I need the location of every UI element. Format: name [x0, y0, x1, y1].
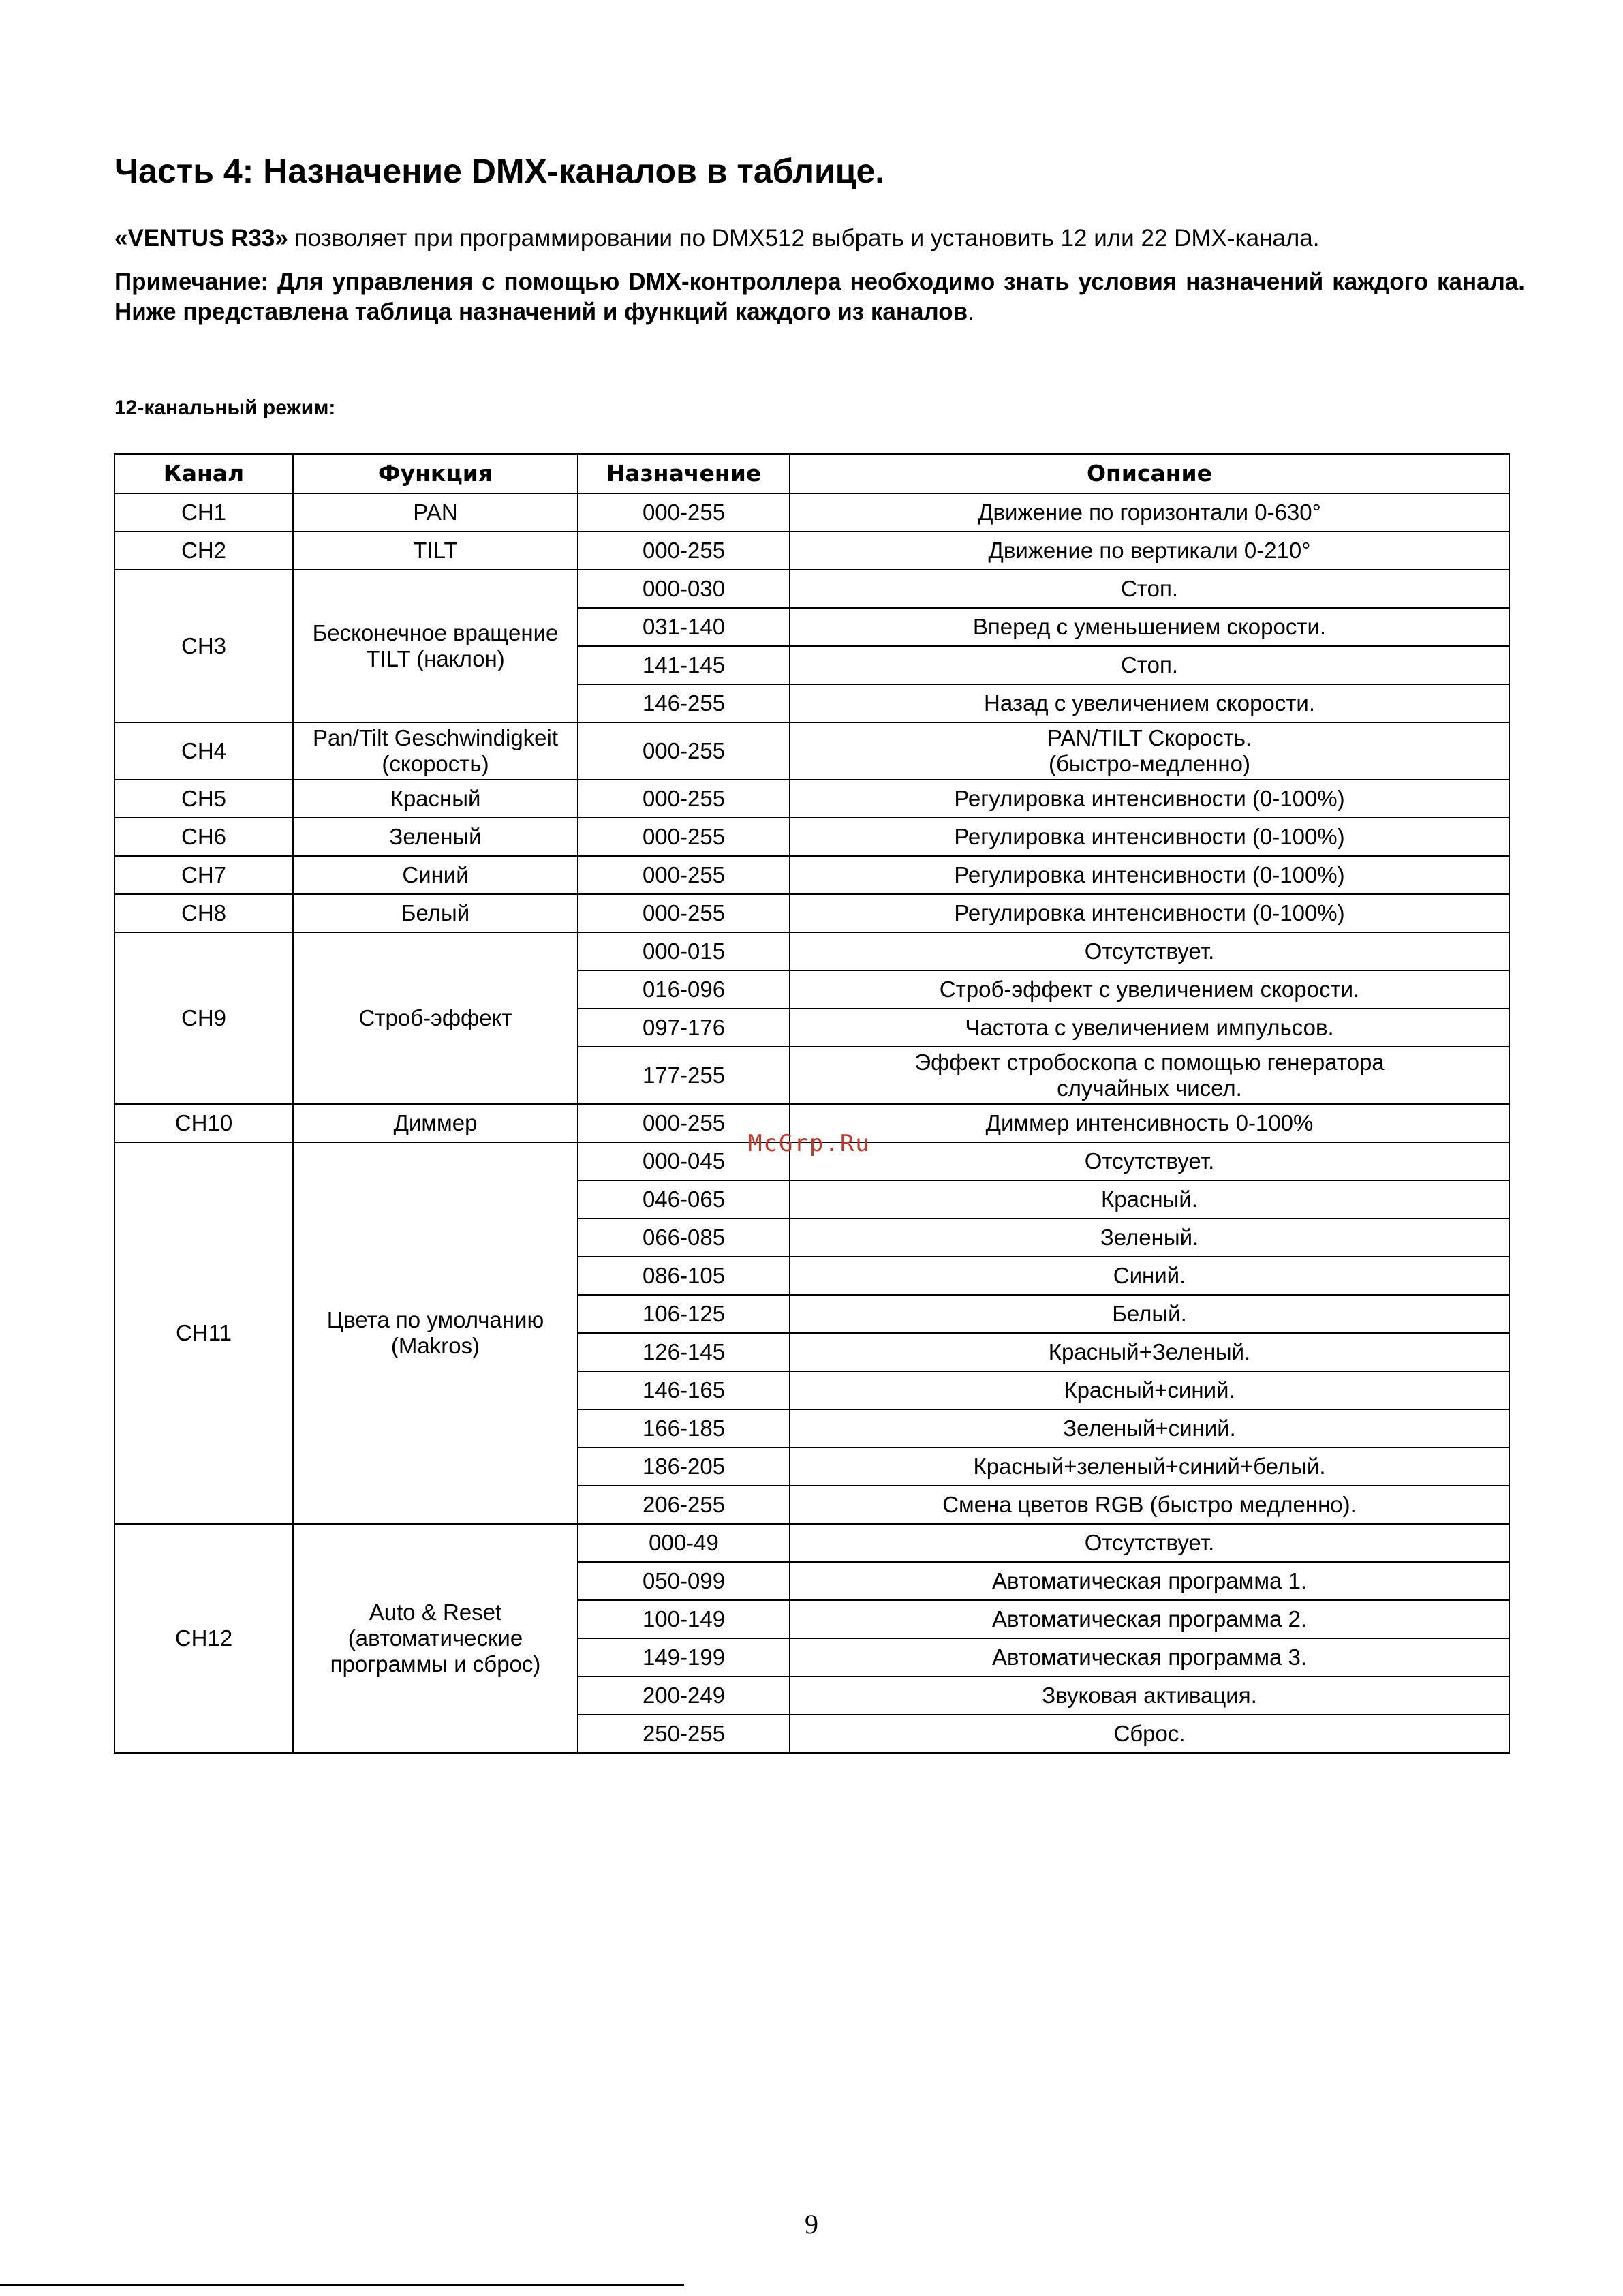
range-cell: 149-199 [578, 1638, 790, 1677]
table-row [114, 532, 1509, 570]
function-cell: Строб-эффект [293, 932, 578, 1104]
function-cell: Зеленый [293, 818, 578, 856]
range-cell: 031-140 [578, 608, 790, 646]
table-row [114, 570, 1509, 608]
range-cell: 200-249 [578, 1677, 790, 1715]
range-cell: 000-255 [578, 894, 790, 932]
description-cell: Красный+синий. [790, 1371, 1509, 1409]
table-row [114, 818, 1509, 856]
channel-cell: CH6 [114, 818, 293, 856]
channel-cell: CH7 [114, 856, 293, 894]
description-cell: Движение по вертикали 0-210° [790, 532, 1509, 570]
page-title: Часть 4: Назначение DMX-каналов в таблице. [114, 152, 885, 190]
function-cell: Цвета по умолчанию (Makros) [293, 1142, 578, 1524]
description-cell: Частота с увеличением импульсов. [790, 1009, 1509, 1047]
intro-paragraph [114, 224, 1511, 254]
function-cell: Красный [293, 780, 578, 818]
description-cell: Зеленый. [790, 1219, 1509, 1257]
range-cell: 146-255 [578, 684, 790, 722]
range-cell: 000-49 [578, 1524, 790, 1562]
range-cell: 000-255 [578, 1104, 790, 1142]
range-cell: 000-030 [578, 570, 790, 608]
range-cell: 000-255 [578, 780, 790, 818]
table-row [114, 932, 1509, 970]
range-cell: 097-176 [578, 1009, 790, 1047]
range-cell: 250-255 [578, 1715, 790, 1753]
channel-cell: CH3 [114, 570, 293, 722]
description-cell: Регулировка интенсивности (0-100%) [790, 894, 1509, 932]
table-row [114, 894, 1509, 932]
channel-cell: CH2 [114, 532, 293, 570]
description-cell: Строб-эффект с увеличением скорости. [790, 970, 1509, 1009]
range-cell: 000-015 [578, 932, 790, 970]
product-name: «VENTUS R33» [114, 225, 288, 251]
range-cell: 000-255 [578, 856, 790, 894]
description-cell: PAN/TILT Скорость. (быстро-медленно) [790, 722, 1509, 780]
channel-cell: CH12 [114, 1524, 293, 1753]
range-cell: 000-255 [578, 722, 790, 780]
description-cell: Вперед с уменьшением скорости. [790, 608, 1509, 646]
table-row [114, 780, 1509, 818]
range-cell: 141-145 [578, 646, 790, 684]
range-cell: 086-105 [578, 1257, 790, 1295]
description-cell: Автоматическая программа 3. [790, 1638, 1509, 1677]
description-cell: Белый. [790, 1295, 1509, 1333]
channel-cell: CH9 [114, 932, 293, 1104]
description-cell: Движение по горизонтали 0-630° [790, 493, 1509, 532]
range-cell: 166-185 [578, 1409, 790, 1448]
description-cell: Регулировка интенсивности (0-100%) [790, 780, 1509, 818]
range-cell: 046-065 [578, 1180, 790, 1219]
description-cell: Красный. [790, 1180, 1509, 1219]
table-row [114, 856, 1509, 894]
watermark: McGrp.Ru [748, 1130, 871, 1157]
table-body [114, 493, 1509, 1753]
description-cell: Сброс. [790, 1715, 1509, 1753]
function-cell: Синий [293, 856, 578, 894]
function-cell: Auto & Reset (автоматические программы и сброс) [293, 1524, 578, 1753]
range-cell: 066-085 [578, 1219, 790, 1257]
channel-cell: CH4 [114, 722, 293, 780]
channel-cell: CH10 [114, 1104, 293, 1142]
channel-cell: CH1 [114, 493, 293, 532]
range-cell: 126-145 [578, 1333, 790, 1371]
range-cell: 146-165 [578, 1371, 790, 1409]
function-cell: Pan/Tilt Geschwindigkeit (скорость) [293, 722, 578, 780]
range-cell: 186-205 [578, 1448, 790, 1486]
channel-cell: CH11 [114, 1142, 293, 1524]
description-cell: Диммер интенсивность 0-100% [790, 1104, 1509, 1142]
table-header-row [114, 454, 1509, 493]
range-cell: 000-255 [578, 532, 790, 570]
function-cell: PAN [293, 493, 578, 532]
function-cell: Бесконечное вращение TILT (наклон) [293, 570, 578, 722]
header-channel: Канал [114, 454, 293, 493]
range-cell: 106-125 [578, 1295, 790, 1333]
note-end: . [968, 299, 974, 325]
header-range: Назначение [578, 454, 790, 493]
range-cell: 206-255 [578, 1486, 790, 1524]
intro-text: позволяет при программировании по DMX512 выбрать и установить 12 или 22 DMX-канала. [288, 225, 1320, 251]
description-cell: Стоп. [790, 570, 1509, 608]
range-cell: 016-096 [578, 970, 790, 1009]
mode-label: 12-канальный режим: [114, 397, 336, 419]
description-cell: Назад с увеличением скорости. [790, 684, 1509, 722]
description-cell: Зеленый+синий. [790, 1409, 1509, 1448]
range-cell: 000-255 [578, 818, 790, 856]
description-cell: Синий. [790, 1257, 1509, 1295]
function-cell: Диммер [293, 1104, 578, 1142]
description-cell: Красный+Зеленый. [790, 1333, 1509, 1371]
range-cell: 100-149 [578, 1600, 790, 1638]
range-cell: 050-099 [578, 1562, 790, 1600]
note-text: Примечание: Для управления с помощью DMX-контроллера необходимо знать условия назначений каждого канала. Ниже представлена таблица назначений и функций каждого из каналов [114, 269, 1525, 325]
description-cell: Отсутствует. [790, 1142, 1509, 1180]
dmx-channel-table [114, 453, 1510, 1754]
range-cell: 177-255 [578, 1047, 790, 1104]
table-row [114, 722, 1509, 780]
description-cell: Звуковая активация. [790, 1677, 1509, 1715]
header-function: Функция [293, 454, 578, 493]
description-cell: Регулировка интенсивности (0-100%) [790, 818, 1509, 856]
description-cell: Автоматическая программа 1. [790, 1562, 1509, 1600]
table-row [114, 493, 1509, 532]
description-cell: Эффект стробоскопа с помощью генератора случайных чисел. [790, 1047, 1509, 1104]
description-cell: Регулировка интенсивности (0-100%) [790, 856, 1509, 894]
description-cell: Автоматическая программа 2. [790, 1600, 1509, 1638]
description-cell: Отсутствует. [790, 932, 1509, 970]
table-row [114, 1524, 1509, 1562]
channel-cell: CH8 [114, 894, 293, 932]
header-description: Описание [790, 454, 1509, 493]
function-cell: TILT [293, 532, 578, 570]
description-cell: Смена цветов RGB (быстро медленно). [790, 1486, 1509, 1524]
channel-cell: CH5 [114, 780, 293, 818]
function-cell: Белый [293, 894, 578, 932]
description-cell: Красный+зеленый+синий+белый. [790, 1448, 1509, 1486]
page-number: 9 [805, 2209, 818, 2239]
range-cell: 000-045 [578, 1142, 790, 1180]
description-cell: Отсутствует. [790, 1524, 1509, 1562]
description-cell: Стоп. [790, 646, 1509, 684]
footer-divider [0, 2284, 684, 2286]
range-cell: 000-255 [578, 493, 790, 532]
note-paragraph [114, 267, 1525, 327]
